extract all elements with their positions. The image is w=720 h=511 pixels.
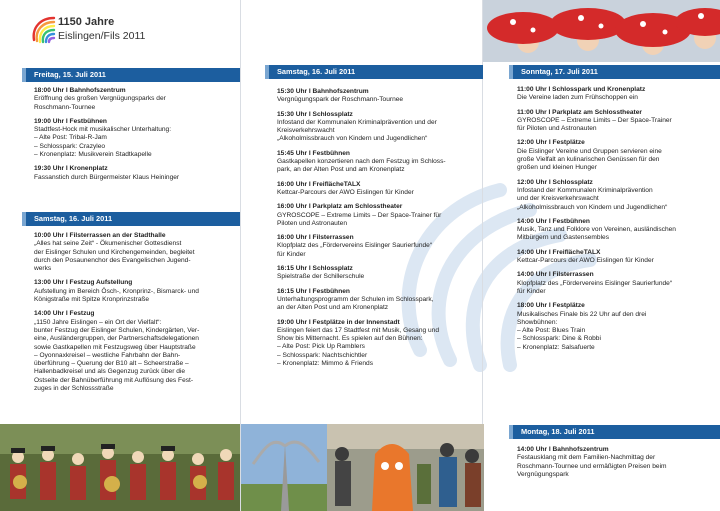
- logo-line-2: Eislingen/Fils 2011: [58, 30, 146, 42]
- event-item: [34, 165, 234, 182]
- event-heading: 11:00 Uhr I Schlosspark und Kronenplatz: [517, 86, 646, 93]
- event-text: Infostand der Kommunalen Kriminalprävention und der Kreisverkehrswacht „Alkoholmissbrauch von Kindern und Jugendlichen“: [277, 118, 437, 143]
- column-sunday-monday: [483, 0, 720, 511]
- event-heading: 14:00 Uhr I Festbühnen: [517, 217, 590, 225]
- event-text: „1150 Jahre Eislingen – ein Ort der Vielfalt“: bunter Festzug der Eislinger Schulen, Kindergärten, Ver- eine, Ausländergruppen, der Partnerschaftsdelegationen sowie Gastkapellen mit Festzugsweg über Hauptstraße – Oyonnaxkreisel – westliche Fahrbahn der Bahn- überführung – Querung der B10 alt – Scheerstraße – Hallenbadkreisel und als Gegenzug zurück über die Ostseite der Bahnüberführung mit Auflösung des Fest- zuges in der Schlossstraße: [34, 318, 200, 393]
- events-saturday-afternoon: [277, 88, 479, 374]
- event-heading: 12:00 Uhr I Schlossplatz: [517, 178, 593, 186]
- event-heading: 18:00 Uhr I Bahnhofszentrum: [34, 87, 126, 94]
- event-heading: 14:00 Uhr I Festzug: [34, 310, 95, 318]
- event-item: [277, 150, 479, 175]
- event-text: Eislingen feiert das 17 Stadtfest mit Musik, Gesang und Show bis Mitternacht. Es spielen auf den Bühnen: – Alte Post: Pick Up Ramblers – Schlosspark: Nachtschichtler – Kronenplatz: Mimmo & Friends: [277, 326, 439, 368]
- event-text: Stadtfest-Hock mit musikalischer Unterhaltung: – Alte Post: Tribal-R-Jam – Schlosspark: Crazyleo – Kronenplatz: Musikverein Stadtkapelle: [34, 126, 172, 159]
- day-header-friday: Freitag, 15. Juli 2011: [22, 68, 240, 82]
- event-heading: 11:00 Uhr I Parkplatz am Schlosstheater: [517, 108, 642, 116]
- event-text: Die Eislinger Vereine und Gruppen servieren eine große Vielfalt an kulinarischen Genüssen für den großen und kleinen Hunger: [517, 147, 662, 172]
- event-text: Vergnügungspark der Roschmann-Tournee: [277, 96, 404, 104]
- event-heading: 10:00 Uhr I Filsterrassen an der Stadthalle: [34, 232, 166, 239]
- column-friday-saturday: [0, 0, 240, 511]
- event-item: [517, 302, 717, 352]
- day-header-saturday: Samstag, 16. Juli 2011: [22, 212, 240, 226]
- event-item: [34, 279, 234, 304]
- event-item: [277, 111, 479, 144]
- event-item: [517, 109, 717, 134]
- event-text: Fassanstich durch Bürgermeister Klaus Heininger: [34, 173, 180, 181]
- event-item: [517, 139, 717, 172]
- event-heading: 19:00 Uhr I Festbühnen: [34, 117, 107, 125]
- event-heading: 14:00 Uhr I FreiflächeTALX: [517, 248, 601, 256]
- event-item: [277, 181, 479, 198]
- event-text: Infostand der Kommunalen Kriminalprävention und der Kreisverkehrswacht „Alkoholmissbrauch von Kindern und Jugendlichen“: [517, 186, 668, 211]
- event-heading: 16:00 Uhr I FreiflächeTALX: [277, 180, 361, 188]
- events-sunday: [517, 86, 717, 358]
- event-item: [517, 86, 717, 103]
- event-text: „Alles hat seine Zeit“ - Ökumenischer Gottesdienst der Eislinger Schulen und Kirchengemeinden, begleitet durch den Posaunenchor des Evangelischen Jugend- werks: [34, 240, 195, 273]
- events-saturday-morning: [34, 232, 234, 399]
- event-text: Eröffnung des großen Vergnügungsparks der Roschmann-Tournee: [34, 95, 166, 111]
- column-saturday-afternoon: [240, 0, 483, 511]
- event-heading: 15:30 Uhr I Bahnhofszentrum: [277, 88, 369, 95]
- event-text: Klopfplatz des „Fördervereins Eislinger Saurierfunde“ für Kinder: [277, 242, 433, 258]
- event-item: [517, 249, 717, 266]
- logo-line-1: 1150 Jahre: [58, 16, 115, 28]
- day-header-monday: Montag, 18. Juli 2011: [509, 425, 720, 439]
- event-text: Spielstraße der Schillerschule: [277, 273, 365, 281]
- event-heading: 19:00 Uhr I Festplätze in der Innenstadt: [277, 318, 400, 326]
- event-item: [34, 87, 234, 112]
- event-heading: 16:00 Uhr I Filsterrassen: [277, 234, 354, 242]
- event-text: GYROSCOPE – Extreme Limits – Der Space-Trainer für Piloten und Astronauten: [277, 211, 442, 227]
- rainbow-arc-icon: [30, 14, 58, 44]
- events-monday: [517, 446, 717, 485]
- event-item: [517, 218, 717, 243]
- event-item: [517, 446, 717, 479]
- event-text: Unterhaltungsprogramm der Schulen im Schlosspark, an der Alten Post und am Kronenplatz: [277, 295, 434, 312]
- event-text: Gastkapellen konzertieren nach dem Festzug im Schloss- park, an der Alten Post und am Kronenplatz: [277, 158, 446, 174]
- event-heading: 16:00 Uhr I Parkplatz am Schlosstheater: [277, 203, 403, 211]
- event-heading: 18:00 Uhr I Festplätze: [517, 302, 585, 310]
- event-item: [277, 88, 479, 105]
- sculpture-photo: [241, 424, 327, 511]
- event-heading: 12:00 Uhr I Festplätze: [517, 139, 585, 147]
- day-header-saturday-afternoon: Samstag, 16. Juli 2011: [265, 65, 483, 79]
- event-item: [277, 234, 479, 259]
- event-item: [277, 288, 479, 313]
- event-text: Musik, Tanz und Folklore von Vereinen, ausländischen Mitbürgern und Gastensembles: [517, 226, 676, 242]
- event-text: Kettcar-Parcours der AWO Eislingen für Kinder: [277, 188, 414, 196]
- event-item: [277, 265, 479, 282]
- event-item: [34, 118, 234, 159]
- event-item: [277, 319, 479, 369]
- event-item: [517, 179, 717, 212]
- event-text: Die Vereine laden zum Frühschoppen ein: [517, 94, 638, 102]
- event-item: [34, 310, 234, 393]
- event-text: Kettcar-Parcours der AWO Eislingen für Kinder: [517, 257, 654, 265]
- event-heading: 15:45 Uhr I Festbühnen: [277, 149, 350, 157]
- marching-band-photo: [0, 424, 240, 511]
- event-text: Festausklang mit dem Familien-Nachmittag der Roschmann-Tournee und ermäßigten Preisen beim Vergnügungspark: [517, 454, 667, 478]
- event-heading: 16:15 Uhr I Schlossplatz: [277, 265, 353, 273]
- event-heading: 15:30 Uhr I Schlossplatz: [277, 110, 353, 118]
- children-red-hats-photo: [483, 0, 720, 62]
- event-heading: 16:15 Uhr I Festbühnen: [277, 287, 350, 295]
- event-text: GYROSCOPE – Extreme Limits – Der Space-Trainer für Piloten und Astronauten: [517, 116, 672, 133]
- event-heading: 19:30 Uhr I Kronenplatz: [34, 165, 108, 173]
- event-text: Musikalisches Finale bis 22 Uhr auf den drei Showbühnen: – Alte Post: Blues Train – Schlosspark: Dine & Robbi – Kronenplatz: Salsafuerte: [517, 310, 647, 351]
- festival-crowd-photo: [327, 424, 484, 511]
- event-heading: 14:00 Uhr I Filsterrassen: [517, 271, 594, 279]
- day-header-sunday: Sonntag, 17. Juli 2011: [509, 65, 720, 79]
- event-item: [34, 232, 234, 273]
- event-text: Klopfplatz des „Fördervereins Eislinger Saurierfunde“ für Kinder: [517, 279, 673, 295]
- event-item: [277, 203, 479, 228]
- anniversary-logo: [30, 12, 170, 52]
- events-friday: [34, 87, 234, 188]
- event-heading: 14:00 Uhr I Bahnhofszentrum: [517, 446, 609, 453]
- event-text: Aufstellung im Bereich Ösch-, Kronprinz-, Bismarck- und Königstraße mit Spitze Kronprinzstraße: [34, 287, 199, 304]
- event-heading: 13:00 Uhr I Festzug Aufstellung: [34, 279, 133, 287]
- event-item: [517, 271, 717, 296]
